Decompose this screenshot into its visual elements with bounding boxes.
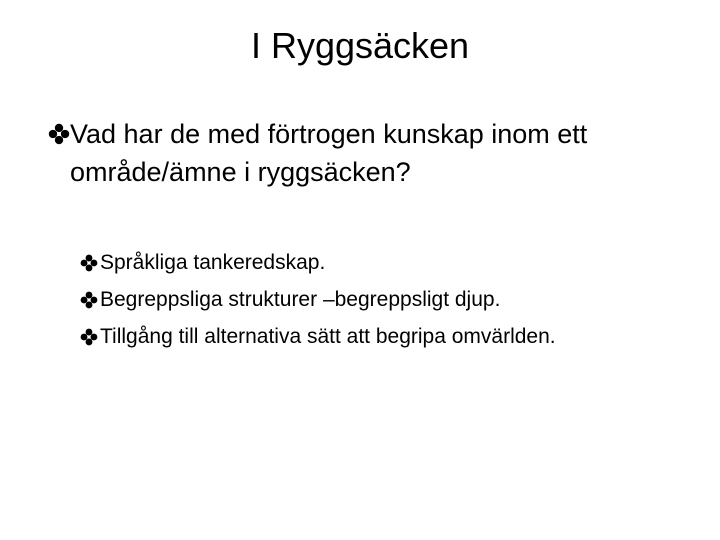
sub-bullet	[80, 322, 640, 352]
sub-bullet	[80, 248, 640, 278]
sub-bullet-text: Tillgång till alternativa sätt att begripa omvärlden.	[100, 325, 556, 348]
sub-bullet-text: Begreppsliga strukturer –begreppsligt djup.	[100, 288, 501, 311]
diamond-bullet-icon	[80, 328, 98, 346]
slide-title: I Ryggsäcken	[250, 25, 470, 66]
diamond-bullet-icon	[80, 291, 98, 309]
main-bullet	[48, 115, 678, 191]
diamond-bullet-icon	[80, 254, 98, 272]
sub-bullet	[80, 285, 640, 315]
sub-bullet-text: Språkliga tankeredskap.	[100, 251, 326, 274]
diamond-bullet-icon	[48, 123, 70, 145]
main-bullet-text: Vad har de med förtrogen kunskap inom ett område/ämne i ryggsäcken?	[70, 119, 588, 187]
